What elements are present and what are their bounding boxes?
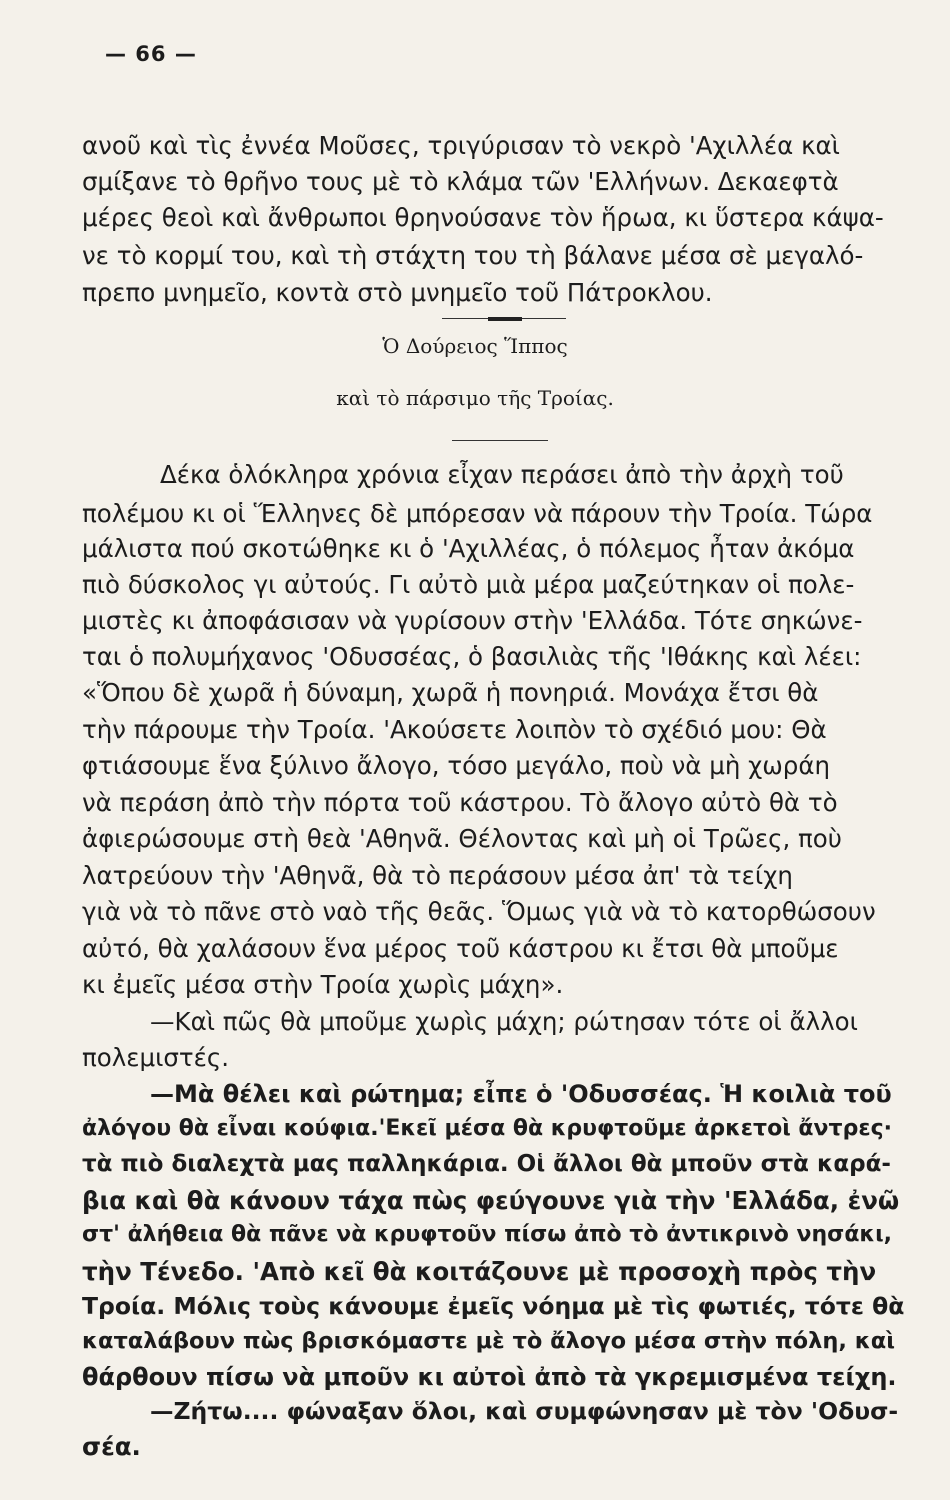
intro-line: σμίξανε τὸ θρῆνο τους μὲ τὸ κλάμα τῶν 'Ελλήνων. Δεκαεφτὰ [82,167,839,196]
body-line: κι ἐμεῖς μέσα στὴν Τροία χωρὶς μάχη». [82,970,564,999]
body-line: ἀφιερώσουμε στὴ θεὰ 'Αθηνᾶ. Θέλοντας καὶ μὴ οἱ Τρῶες, ποὺ [82,824,842,853]
body-line: σέα. [82,1432,141,1461]
body-line: ἀλόγου θὰ εἶναι κούφια.'Εκεῖ μέσα θὰ κρυφτοῦμε ἀρκετοὶ ἄντρες· [82,1116,892,1141]
body-line: μιστὲς κι ἀποφάσισαν νὰ γυρίσουν στὴν 'Ελλάδα. Τότε σηκώνε- [82,606,863,635]
body-line: αὐτό, θὰ χαλάσουν ἕνα μέρος τοῦ κάστρου κι ἔτσι θὰ μποῦμε [82,934,839,963]
body-line: τὴν Τένεδο. 'Απὸ κεῖ θὰ κοιτάζουνε μὲ προσοχὴ πρὸς τὴν [82,1257,877,1286]
body-line: πολέμου κι οἱ Ἕλληνες δὲ μπόρεσαν νὰ πάρουν τὴν Τροία. Τώρα [82,499,873,528]
body-line: —Μὰ θέλει καὶ ρώτημα; εἶπε ὁ 'Οδυσσέας. Ἡ κοιλιὰ τοῦ [150,1080,892,1108]
page-number: — 66 — [105,42,197,66]
separator-bottom [452,440,548,441]
body-line: καταλάβουν πὼς βρισκόμαστε μὲ τὸ ἄλογο μέσα στὴν πόλη, καὶ [82,1328,895,1354]
body-line: τὴν πάρουμε τὴν Τροία. 'Ακούσετε λοιπὸν τὸ σχέδιό μου: Θὰ [82,715,827,744]
body-line: βια καὶ θὰ κάνουν τάχα πὼς φεύγουνε γιὰ τὴν 'Ελλάδα, ἐνῶ [82,1186,900,1215]
chapter-title: Ὁ Δούρειος Ἵππος [382,334,568,358]
body-line: λατρεύουν τὴν 'Αθηνᾶ, θὰ τὸ περάσουν μέσα ἀπ' τὰ τείχη [82,861,793,890]
intro-line: νε τὸ κορμί του, καὶ τὴ στάχτη του τὴ βάλανε μέσα σὲ μεγαλό- [82,241,864,270]
separator-top-center [488,317,522,321]
body-line: Δέκα ὁλόκληρα χρόνια εἶχαν περάσει ἀπὸ τὴν ἀρχὴ τοῦ [160,460,844,489]
body-line: πιὸ δύσκολος γι αὐτούς. Γι αὐτὸ μιὰ μέρα μαζεύτηκαν οἱ πολε- [82,570,855,599]
intro-line: μέρες θεοὶ καὶ ἄνθρωποι θρηνούσανε τὸν ἥρωα, κι ὕστερα κάψα- [82,203,884,232]
body-line: «Ὅπου δὲ χωρᾶ ἡ δύναμη, χωρᾶ ἡ πονηριά. Μονάχα ἔτσι θὰ [82,678,819,707]
body-line: ται ὁ πολυμήχανος 'Οδυσσέας, ὁ βασιλιὰς τῆς 'Ιθάκης καὶ λέει: [82,642,862,671]
body-line: φτιάσουμε ἕνα ξύλινο ἄλογο, τόσο μεγάλο, ποὺ νὰ μὴ χωράη [82,751,831,780]
body-line: πολεμιστές. [82,1043,230,1072]
body-line: γιὰ νὰ τὸ πᾶνε στὸ ναὸ τῆς θεᾶς. Ὅμως γιὰ νὰ τὸ κατορθώσουν [82,897,876,926]
chapter-subtitle: καὶ τὸ πάρσιμο τῆς Τροίας. [336,386,614,410]
body-line: Τροία. Μόλις τοὺς κάνουμε ἐμεῖς νόημα μὲ τὶς φωτιές, τότε θὰ [82,1292,905,1320]
intro-line: πρεπο μνημεῖο, κοντὰ στὸ μνημεῖο τοῦ Πάτροκλου. [82,278,713,307]
body-line: —Ζήτω.... φώναξαν ὅλοι, καὶ συμφώνησαν μὲ τὸν 'Οδυσ- [150,1397,899,1425]
body-line: θάρθουν πίσω νὰ μποῦν κι αὐτοὶ ἀπὸ τὰ γκρεμισμένα τείχη. [82,1363,897,1391]
body-line: στ' ἀλήθεια θὰ πᾶνε νὰ κρυφτοῦν πίσω ἀπὸ τὸ ἀντικρινὸ νησάκι, [82,1222,892,1247]
body-line: τὰ πιὸ διαλεχτὰ μας παλληκάρια. Οἱ ἄλλοι θὰ μποῦν στὰ καρά- [82,1151,891,1177]
body-line: —Καὶ πῶς θὰ μποῦμε χωρὶς μάχη; ρώτησαν τότε οἱ ἄλλοι [150,1007,858,1036]
body-line: μάλιστα πού σκοτώθηκε κι ὁ 'Αχιλλέας, ὁ πόλεμος ἦταν ἀκόμα [82,534,855,563]
intro-line: ανοῦ καὶ τὶς ἐννέα Μοῦσες, τριγύρισαν τὸ νεκρὸ 'Αχιλλέα καὶ [82,131,840,160]
body-line: νὰ περάση ἀπὸ τὴν πόρτα τοῦ κάστρου. Τὸ ἄλογο αὐτὸ θὰ τὸ [82,788,838,817]
